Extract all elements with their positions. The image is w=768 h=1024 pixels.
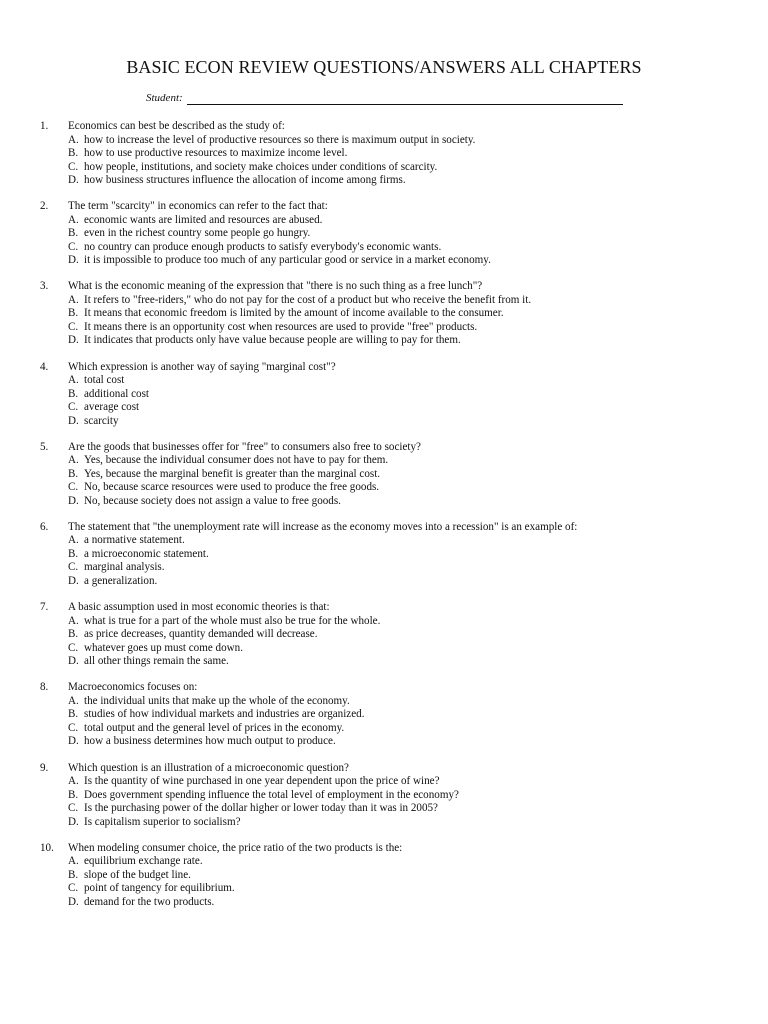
answer-option-b: [68, 869, 740, 883]
option-text: Is the quantity of wine purchased in one year dependent upon the price of wine?: [84, 775, 440, 787]
answer-option-d: [68, 575, 740, 589]
option-letter: D.: [68, 494, 79, 507]
question-list: [40, 120, 740, 922]
option-letter: C.: [68, 802, 79, 814]
option-text: all other things remain the same.: [84, 655, 229, 668]
answer-option-b: [68, 708, 740, 722]
question-number: 9.: [40, 761, 49, 774]
question-7: [40, 601, 740, 669]
option-letter: B.: [68, 868, 79, 881]
option-letter: A.: [68, 614, 79, 627]
student-label: Student:: [146, 92, 183, 104]
option-text: scarcity: [84, 414, 119, 427]
question-number: 7.: [40, 601, 49, 614]
option-letter: C.: [68, 401, 79, 414]
question-5: [40, 441, 740, 509]
answer-option-a: [68, 374, 740, 388]
question-3: [40, 280, 740, 348]
question-number: 2.: [40, 200, 49, 213]
option-text: additional cost: [84, 387, 150, 400]
option-letter: C.: [68, 721, 79, 734]
option-letter: B.: [68, 628, 79, 641]
answer-option-c: [68, 802, 740, 816]
option-text: whatever goes up must come down.: [84, 641, 243, 654]
option-text: how to use productive resources to maximize income level.: [84, 147, 348, 159]
question-10: [40, 842, 740, 910]
question-number: 4.: [40, 360, 49, 373]
option-text: the individual units that make up the whole of the economy.: [84, 694, 350, 707]
question-9: [40, 762, 740, 830]
option-text: average cost: [84, 401, 140, 414]
option-letter: C.: [68, 882, 79, 895]
option-text: equilibrium exchange rate.: [84, 855, 203, 868]
answer-option-b: [68, 147, 740, 161]
option-text: demand for the two products.: [84, 895, 215, 908]
question-number: 3.: [40, 280, 49, 293]
option-letter: D.: [68, 655, 79, 668]
question-text: A basic assumption used in most economic theories is that:: [68, 601, 330, 614]
option-letter: B.: [68, 307, 79, 320]
option-letter: B.: [68, 147, 79, 159]
answer-option-b: [68, 227, 740, 241]
answer-option-d: [68, 334, 740, 348]
answer-option-b: [68, 468, 740, 482]
answer-option-a: [68, 534, 740, 548]
option-letter: A.: [68, 133, 79, 146]
option-letter: B.: [68, 708, 79, 721]
question-number: 10.: [40, 841, 54, 854]
option-letter: A.: [68, 213, 79, 226]
answer-option-a: [68, 695, 740, 709]
option-letter: C.: [68, 561, 79, 574]
answer-option-b: [68, 388, 740, 402]
answer-option-d: [68, 655, 740, 669]
answer-option-d: [68, 254, 740, 268]
option-text: Yes, because the individual consumer does not have to pay for them.: [84, 454, 389, 467]
option-letter: A.: [68, 855, 79, 868]
question-1: [40, 120, 740, 188]
option-letter: C.: [68, 641, 79, 654]
question-text: Economics can best be described as the study of:: [68, 120, 285, 132]
question-text: What is the economic meaning of the expression that "there is no such thing as a free lunch"?: [68, 280, 483, 293]
question-4: [40, 361, 740, 429]
option-text: even in the richest country some people go hungry.: [84, 227, 311, 240]
option-letter: C.: [68, 320, 79, 333]
answer-option-a: [68, 294, 740, 308]
option-text: slope of the budget line.: [84, 868, 191, 881]
option-text: total cost: [84, 374, 125, 387]
answer-option-c: [68, 722, 740, 736]
option-text: No, because scarce resources were used to produce the free goods.: [84, 481, 380, 494]
question-2: [40, 200, 740, 268]
option-text: how people, institutions, and society make choices under conditions of scarcity.: [84, 160, 438, 173]
answer-option-d: [68, 415, 740, 429]
option-letter: C.: [68, 240, 79, 253]
answer-option-b: [68, 628, 740, 642]
answer-option-a: [68, 214, 740, 228]
answer-option-c: [68, 642, 740, 656]
option-text: economic wants are limited and resources are abused.: [84, 213, 323, 226]
option-letter: B.: [68, 227, 79, 240]
answer-option-a: [68, 134, 740, 148]
option-text: how to increase the level of productive resources so there is maximum output in society.: [84, 133, 476, 146]
option-text: as price decreases, quantity demanded will decrease.: [84, 628, 318, 641]
option-letter: A.: [68, 374, 79, 387]
option-letter: B.: [68, 788, 79, 801]
answer-option-d: [68, 816, 740, 830]
option-text: It indicates that products only have value because people are willing to pay for them.: [84, 334, 461, 347]
option-text: Is the purchasing power of the dollar higher or lower today than it was in 2005?: [84, 802, 438, 814]
question-text: The statement that "the unemployment rate will increase as the economy moves into a recession" is an example of:: [68, 520, 578, 533]
question-text: Macroeconomics focuses on:: [68, 681, 198, 694]
question-8: [40, 681, 740, 749]
answer-option-c: [68, 481, 740, 495]
answer-option-a: [68, 855, 740, 869]
answer-option-c: [68, 241, 740, 255]
question-number: 5.: [40, 440, 49, 453]
option-text: no country can produce enough products to satisfy everybody's economic wants.: [84, 240, 442, 253]
question-6: [40, 521, 740, 589]
question-number: 6.: [40, 520, 49, 533]
option-text: No, because society does not assign a value to free goods.: [84, 494, 341, 507]
option-text: total output and the general level of prices in the economy.: [84, 721, 345, 734]
option-text: It means there is an opportunity cost when resources are used to provide "free" products.: [84, 320, 478, 333]
option-text: studies of how individual markets and industries are organized.: [84, 708, 365, 721]
option-text: how business structures influence the allocation of income among firms.: [84, 174, 406, 186]
question-number: 1.: [40, 120, 49, 132]
option-letter: A.: [68, 534, 79, 547]
option-text: Does government spending influence the total level of employment in the economy?: [84, 788, 459, 801]
question-text: The term "scarcity" in economics can refer to the fact that:: [68, 200, 328, 213]
answer-option-a: [68, 615, 740, 629]
option-letter: A.: [68, 293, 79, 306]
option-letter: D.: [68, 334, 79, 347]
option-letter: A.: [68, 454, 79, 467]
option-letter: B.: [68, 467, 79, 480]
answer-option-a: [68, 454, 740, 468]
question-text: Are the goods that businesses offer for "free" to consumers also free to society?: [68, 440, 421, 453]
option-text: what is true for a part of the whole must also be true for the whole.: [84, 614, 381, 627]
option-text: a microeconomic statement.: [84, 547, 209, 560]
answer-option-d: [68, 174, 740, 188]
option-text: point of tangency for equilibrium.: [84, 882, 235, 895]
student-name-line: [187, 104, 623, 105]
option-letter: D.: [68, 254, 79, 267]
answer-option-c: [68, 401, 740, 415]
answer-option-d: [68, 735, 740, 749]
option-text: It refers to "free-riders," who do not pay for the cost of a product but who receive the benefit from it.: [84, 293, 532, 306]
option-text: It means that economic freedom is limited by the amount of income available to the consumer.: [84, 307, 504, 320]
question-number: 8.: [40, 681, 49, 694]
answer-option-c: [68, 321, 740, 335]
answer-option-b: [68, 548, 740, 562]
answer-option-a: [68, 775, 740, 789]
question-text: Which question is an illustration of a microeconomic question?: [68, 761, 349, 774]
option-letter: D.: [68, 414, 79, 427]
option-text: a generalization.: [84, 574, 158, 587]
answer-option-b: [68, 307, 740, 321]
answer-option-b: [68, 789, 740, 803]
answer-option-c: [68, 882, 740, 896]
page-title: BASIC ECON REVIEW QUESTIONS/ANSWERS ALL CHAPTERS: [126, 57, 642, 77]
answer-option-d: [68, 495, 740, 509]
option-letter: D.: [68, 174, 79, 186]
option-text: Is capitalism superior to socialism?: [84, 815, 241, 828]
question-text: When modeling consumer choice, the price ratio of the two products is the:: [68, 841, 403, 854]
option-text: it is impossible to produce too much of any particular good or service in a market economy.: [84, 254, 491, 267]
option-letter: B.: [68, 387, 79, 400]
option-letter: A.: [68, 694, 79, 707]
option-text: how a business determines how much output to produce.: [84, 735, 336, 748]
option-letter: D.: [68, 815, 79, 828]
answer-option-c: [68, 561, 740, 575]
option-letter: C.: [68, 481, 79, 494]
option-letter: D.: [68, 574, 79, 587]
option-letter: C.: [68, 160, 79, 173]
question-text: Which expression is another way of saying "marginal cost"?: [68, 360, 336, 373]
option-letter: A.: [68, 775, 79, 787]
option-letter: D.: [68, 735, 79, 748]
option-text: marginal analysis.: [84, 561, 165, 574]
answer-option-d: [68, 896, 740, 910]
option-text: a normative statement.: [84, 534, 185, 547]
option-letter: D.: [68, 895, 79, 908]
answer-option-c: [68, 161, 740, 175]
option-text: Yes, because the marginal benefit is greater than the marginal cost.: [84, 467, 381, 480]
option-letter: B.: [68, 547, 79, 560]
